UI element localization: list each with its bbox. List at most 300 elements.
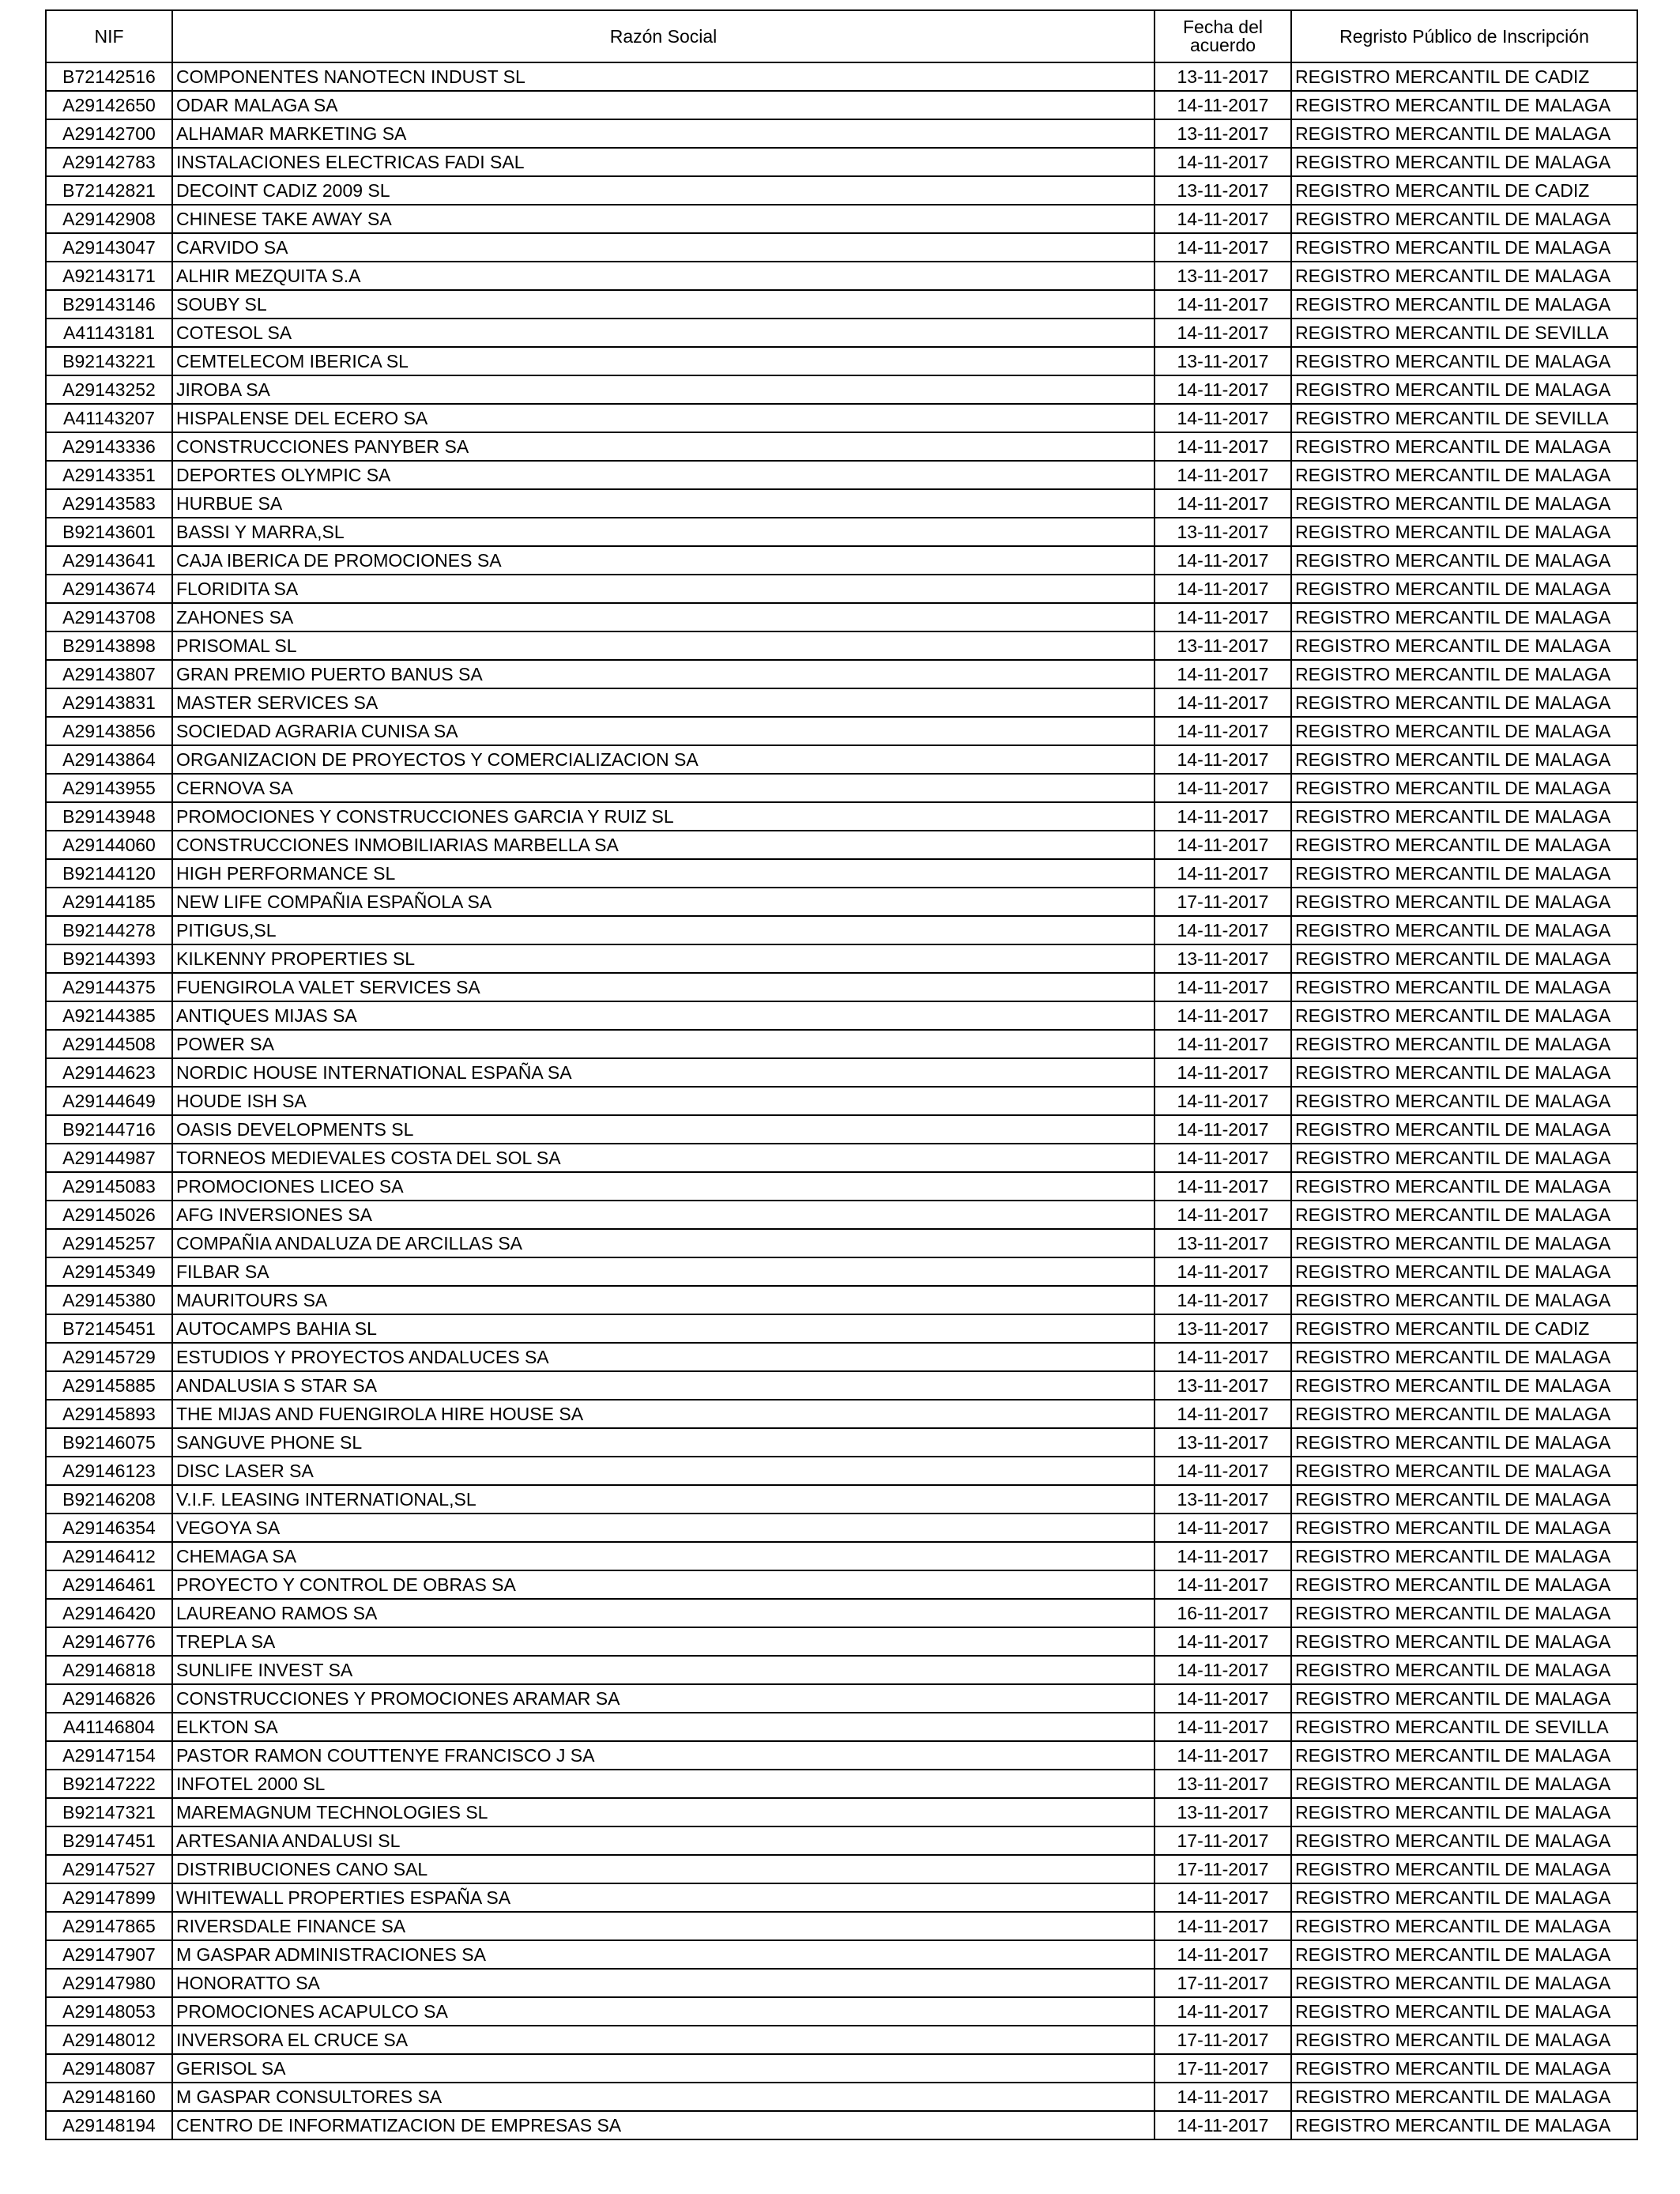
cell-registro: REGISTRO MERCANTIL DE MALAGA [1291,91,1637,119]
cell-nif: A29147907 [46,1940,172,1969]
cell-fecha: 14-11-2017 [1155,916,1291,944]
table-row [46,1485,1637,1514]
cell-nif: A29143047 [46,233,172,262]
table-row [46,603,1637,631]
table-row [46,347,1637,375]
cell-nif: A29143864 [46,745,172,774]
cell-razon-social: CHINESE TAKE AWAY SA [172,205,1155,233]
cell-nif: B92146208 [46,1485,172,1514]
cell-razon-social: BASSI Y MARRA,SL [172,518,1155,546]
table-row [46,1770,1637,1798]
table-row [46,290,1637,319]
cell-nif: A29142650 [46,91,172,119]
cell-registro: REGISTRO MERCANTIL DE MALAGA [1291,1656,1637,1684]
cell-razon-social: GRAN PREMIO PUERTO BANUS SA [172,660,1155,688]
cell-fecha: 13-11-2017 [1155,518,1291,546]
cell-razon-social: CENTRO DE INFORMATIZACION DE EMPRESAS SA [172,2111,1155,2139]
cell-fecha: 14-11-2017 [1155,1286,1291,1314]
cell-nif: A29145083 [46,1172,172,1201]
cell-nif: A29145893 [46,1400,172,1428]
table-row [46,1741,1637,1770]
cell-razon-social: THE MIJAS AND FUENGIROLA HIRE HOUSE SA [172,1400,1155,1428]
cell-razon-social: CAJA IBERICA DE PROMOCIONES SA [172,546,1155,575]
cell-registro: REGISTRO MERCANTIL DE MALAGA [1291,461,1637,489]
table-row [46,1115,1637,1144]
cell-razon-social: HISPALENSE DEL ECERO SA [172,404,1155,432]
cell-fecha: 14-11-2017 [1155,688,1291,717]
cell-razon-social: COTESOL SA [172,319,1155,347]
cell-razon-social: SOCIEDAD AGRARIA CUNISA SA [172,717,1155,745]
cell-razon-social: ALHAMAR MARKETING SA [172,119,1155,148]
table-row [46,575,1637,603]
cell-nif: B72145451 [46,1314,172,1343]
cell-registro: REGISTRO MERCANTIL DE MALAGA [1291,1115,1637,1144]
cell-razon-social: NEW LIFE COMPAÑIA ESPAÑOLA SA [172,888,1155,916]
cell-fecha: 14-11-2017 [1155,774,1291,802]
table-row [46,404,1637,432]
cell-nif: A29147154 [46,1741,172,1770]
cell-razon-social: OASIS DEVELOPMENTS SL [172,1115,1155,1144]
cell-fecha: 14-11-2017 [1155,1713,1291,1741]
cell-nif: B92147222 [46,1770,172,1798]
cell-razon-social: CONSTRUCCIONES Y PROMOCIONES ARAMAR SA [172,1684,1155,1713]
cell-registro: REGISTRO MERCANTIL DE SEVILLA [1291,319,1637,347]
cell-nif: A29145349 [46,1257,172,1286]
cell-razon-social: RIVERSDALE FINANCE SA [172,1912,1155,1940]
table-row [46,1826,1637,1855]
cell-fecha: 13-11-2017 [1155,1485,1291,1514]
table-row [46,1542,1637,1570]
cell-nif: A29143831 [46,688,172,717]
cell-razon-social: MASTER SERVICES SA [172,688,1155,717]
cell-registro: REGISTRO MERCANTIL DE MALAGA [1291,432,1637,461]
cell-fecha: 14-11-2017 [1155,1030,1291,1058]
cell-registro: REGISTRO MERCANTIL DE MALAGA [1291,148,1637,176]
cell-fecha: 14-11-2017 [1155,319,1291,347]
cell-nif: B29143898 [46,631,172,660]
cell-razon-social: PITIGUS,SL [172,916,1155,944]
table-row [46,1201,1637,1229]
cell-razon-social: ALHIR MEZQUITA S.A [172,262,1155,290]
cell-fecha: 14-11-2017 [1155,375,1291,404]
cell-fecha: 13-11-2017 [1155,1229,1291,1257]
table-row [46,1314,1637,1343]
table-row [46,1940,1637,1969]
header-registro: Regristo Público de Inscripción [1291,10,1637,62]
cell-fecha: 14-11-2017 [1155,660,1291,688]
cell-razon-social: PASTOR RAMON COUTTENYE FRANCISCO J SA [172,1741,1155,1770]
cell-nif: A29148087 [46,2054,172,2083]
cell-registro: REGISTRO MERCANTIL DE MALAGA [1291,1912,1637,1940]
cell-razon-social: PROMOCIONES Y CONSTRUCCIONES GARCIA Y RUIZ SL [172,802,1155,831]
table-row [46,119,1637,148]
cell-fecha: 13-11-2017 [1155,1798,1291,1826]
cell-fecha: 14-11-2017 [1155,1912,1291,1940]
table-row [46,1912,1637,1940]
cell-nif: B92144716 [46,1115,172,1144]
table-row [46,1855,1637,1883]
cell-registro: REGISTRO MERCANTIL DE MALAGA [1291,717,1637,745]
header-nif: NIF [46,10,172,62]
company-registry-table [45,9,1638,2140]
cell-nif: A29143674 [46,575,172,603]
cell-razon-social: NORDIC HOUSE INTERNATIONAL ESPAÑA SA [172,1058,1155,1087]
cell-razon-social: PRISOMAL SL [172,631,1155,660]
cell-registro: REGISTRO MERCANTIL DE MALAGA [1291,802,1637,831]
cell-razon-social: WHITEWALL PROPERTIES ESPAÑA SA [172,1883,1155,1912]
cell-razon-social: ESTUDIOS Y PROYECTOS ANDALUCES SA [172,1343,1155,1371]
cell-razon-social: CARVIDO SA [172,233,1155,262]
cell-registro: REGISTRO MERCANTIL DE MALAGA [1291,489,1637,518]
cell-razon-social: ANDALUSIA S STAR SA [172,1371,1155,1400]
table-row [46,176,1637,205]
cell-razon-social: PROMOCIONES ACAPULCO SA [172,1997,1155,2026]
cell-razon-social: KILKENNY PROPERTIES SL [172,944,1155,973]
cell-registro: REGISTRO MERCANTIL DE MALAGA [1291,1940,1637,1969]
cell-razon-social: MAURITOURS SA [172,1286,1155,1314]
cell-fecha: 14-11-2017 [1155,831,1291,859]
table-row [46,1030,1637,1058]
cell-razon-social: HURBUE SA [172,489,1155,518]
cell-registro: REGISTRO MERCANTIL DE CADIZ [1291,1314,1637,1343]
cell-registro: REGISTRO MERCANTIL DE MALAGA [1291,1144,1637,1172]
cell-fecha: 14-11-2017 [1155,1115,1291,1144]
cell-nif: A29148053 [46,1997,172,2026]
table-row [46,831,1637,859]
cell-registro: REGISTRO MERCANTIL DE MALAGA [1291,1201,1637,1229]
cell-registro: REGISTRO MERCANTIL DE MALAGA [1291,1741,1637,1770]
cell-fecha: 13-11-2017 [1155,631,1291,660]
table-row [46,745,1637,774]
cell-razon-social: FLORIDITA SA [172,575,1155,603]
cell-razon-social: HONORATTO SA [172,1969,1155,1997]
table-row [46,1229,1637,1257]
cell-fecha: 13-11-2017 [1155,176,1291,205]
table-row [46,631,1637,660]
table-row [46,375,1637,404]
table-row [46,1371,1637,1400]
cell-fecha: 14-11-2017 [1155,1883,1291,1912]
cell-registro: REGISTRO MERCANTIL DE MALAGA [1291,1001,1637,1030]
cell-registro: REGISTRO MERCANTIL DE MALAGA [1291,1770,1637,1798]
cell-registro: REGISTRO MERCANTIL DE MALAGA [1291,1428,1637,1457]
cell-nif: A29147865 [46,1912,172,1940]
cell-registro: REGISTRO MERCANTIL DE MALAGA [1291,859,1637,888]
cell-registro: REGISTRO MERCANTIL DE MALAGA [1291,831,1637,859]
table-row [46,1656,1637,1684]
cell-razon-social: GERISOL SA [172,2054,1155,2083]
cell-registro: REGISTRO MERCANTIL DE MALAGA [1291,2083,1637,2111]
cell-nif: B29147451 [46,1826,172,1855]
table-row [46,1599,1637,1627]
table-row [46,1058,1637,1087]
cell-nif: A41146804 [46,1713,172,1741]
cell-registro: REGISTRO MERCANTIL DE MALAGA [1291,1229,1637,1257]
cell-fecha: 14-11-2017 [1155,432,1291,461]
table-row [46,432,1637,461]
cell-razon-social: V.I.F. LEASING INTERNATIONAL,SL [172,1485,1155,1514]
cell-fecha: 14-11-2017 [1155,290,1291,319]
cell-fecha: 14-11-2017 [1155,1001,1291,1030]
cell-razon-social: ODAR MALAGA SA [172,91,1155,119]
table-row [46,1570,1637,1599]
cell-fecha: 14-11-2017 [1155,1058,1291,1087]
cell-nif: B92144278 [46,916,172,944]
cell-nif: A29145729 [46,1343,172,1371]
cell-fecha: 14-11-2017 [1155,1627,1291,1656]
cell-fecha: 13-11-2017 [1155,1428,1291,1457]
table-row [46,944,1637,973]
table-row [46,660,1637,688]
cell-nif: A29142700 [46,119,172,148]
cell-registro: REGISTRO MERCANTIL DE SEVILLA [1291,1713,1637,1741]
table-row [46,1684,1637,1713]
cell-nif: A29143807 [46,660,172,688]
cell-nif: A29143252 [46,375,172,404]
cell-registro: REGISTRO MERCANTIL DE MALAGA [1291,1286,1637,1314]
table-row [46,2026,1637,2054]
cell-nif: A29144649 [46,1087,172,1115]
cell-fecha: 16-11-2017 [1155,1599,1291,1627]
cell-registro: REGISTRO MERCANTIL DE MALAGA [1291,546,1637,575]
cell-fecha: 13-11-2017 [1155,62,1291,91]
cell-fecha: 13-11-2017 [1155,347,1291,375]
cell-fecha: 14-11-2017 [1155,461,1291,489]
cell-razon-social: ZAHONES SA [172,603,1155,631]
table-row [46,262,1637,290]
cell-fecha: 17-11-2017 [1155,1855,1291,1883]
table-row [46,1343,1637,1371]
cell-registro: REGISTRO MERCANTIL DE MALAGA [1291,1969,1637,1997]
cell-registro: REGISTRO MERCANTIL DE MALAGA [1291,1257,1637,1286]
cell-nif: A29142908 [46,205,172,233]
cell-registro: REGISTRO MERCANTIL DE MALAGA [1291,205,1637,233]
table-row [46,461,1637,489]
table-row [46,1400,1637,1428]
cell-razon-social: TORNEOS MEDIEVALES COSTA DEL SOL SA [172,1144,1155,1172]
cell-fecha: 14-11-2017 [1155,1940,1291,1969]
cell-fecha: 14-11-2017 [1155,489,1291,518]
table-row [46,1514,1637,1542]
table-row [46,489,1637,518]
cell-nif: A29146354 [46,1514,172,1542]
cell-fecha: 13-11-2017 [1155,1770,1291,1798]
table-row [46,1172,1637,1201]
cell-nif: A29147527 [46,1855,172,1883]
table-row [46,1286,1637,1314]
cell-razon-social: M GASPAR CONSULTORES SA [172,2083,1155,2111]
cell-registro: REGISTRO MERCANTIL DE MALAGA [1291,2111,1637,2139]
cell-fecha: 14-11-2017 [1155,546,1291,575]
cell-nif: A29144987 [46,1144,172,1172]
cell-razon-social: ELKTON SA [172,1713,1155,1741]
cell-nif: A29146412 [46,1542,172,1570]
cell-registro: REGISTRO MERCANTIL DE MALAGA [1291,916,1637,944]
table-row [46,888,1637,916]
cell-fecha: 14-11-2017 [1155,1201,1291,1229]
cell-registro: REGISTRO MERCANTIL DE MALAGA [1291,1400,1637,1428]
cell-fecha: 14-11-2017 [1155,745,1291,774]
table-row [46,233,1637,262]
cell-registro: REGISTRO MERCANTIL DE MALAGA [1291,375,1637,404]
table-body [46,62,1637,2139]
cell-fecha: 14-11-2017 [1155,1144,1291,1172]
cell-registro: REGISTRO MERCANTIL DE MALAGA [1291,1997,1637,2026]
cell-nif: A41143181 [46,319,172,347]
cell-razon-social: CHEMAGA SA [172,1542,1155,1570]
cell-fecha: 14-11-2017 [1155,1684,1291,1713]
cell-nif: A29143336 [46,432,172,461]
table-row [46,1001,1637,1030]
cell-nif: A29143955 [46,774,172,802]
table-header [46,10,1637,62]
header-fecha-acuerdo: Fecha del acuerdo [1155,10,1291,62]
cell-fecha: 14-11-2017 [1155,1257,1291,1286]
cell-registro: REGISTRO MERCANTIL DE MALAGA [1291,1030,1637,1058]
cell-registro: REGISTRO MERCANTIL DE MALAGA [1291,2026,1637,2054]
cell-fecha: 14-11-2017 [1155,148,1291,176]
cell-nif: A29147980 [46,1969,172,1997]
header-row [46,10,1637,62]
cell-nif: A29146123 [46,1457,172,1485]
cell-razon-social: VEGOYA SA [172,1514,1155,1542]
cell-fecha: 17-11-2017 [1155,2026,1291,2054]
cell-registro: REGISTRO MERCANTIL DE MALAGA [1291,688,1637,717]
cell-razon-social: FILBAR SA [172,1257,1155,1286]
cell-razon-social: SANGUVE PHONE SL [172,1428,1155,1457]
table-row [46,1713,1637,1741]
cell-nif: A29146776 [46,1627,172,1656]
cell-fecha: 14-11-2017 [1155,802,1291,831]
cell-nif: B92144393 [46,944,172,973]
cell-fecha: 14-11-2017 [1155,1570,1291,1599]
table-row [46,319,1637,347]
cell-nif: A29144185 [46,888,172,916]
cell-razon-social: POWER SA [172,1030,1155,1058]
cell-nif: A29148012 [46,2026,172,2054]
cell-fecha: 14-11-2017 [1155,404,1291,432]
cell-nif: A41143207 [46,404,172,432]
cell-nif: B29143948 [46,802,172,831]
cell-nif: B29143146 [46,290,172,319]
cell-registro: REGISTRO MERCANTIL DE MALAGA [1291,119,1637,148]
cell-fecha: 13-11-2017 [1155,119,1291,148]
cell-razon-social: JIROBA SA [172,375,1155,404]
cell-registro: REGISTRO MERCANTIL DE MALAGA [1291,575,1637,603]
cell-nif: A29146826 [46,1684,172,1713]
cell-fecha: 17-11-2017 [1155,1969,1291,1997]
cell-registro: REGISTRO MERCANTIL DE MALAGA [1291,347,1637,375]
cell-fecha: 14-11-2017 [1155,1343,1291,1371]
cell-razon-social: TREPLA SA [172,1627,1155,1656]
cell-fecha: 14-11-2017 [1155,1997,1291,2026]
table-row [46,1627,1637,1656]
cell-nif: B92143601 [46,518,172,546]
cell-fecha: 14-11-2017 [1155,2111,1291,2139]
cell-fecha: 13-11-2017 [1155,944,1291,973]
cell-registro: REGISTRO MERCANTIL DE MALAGA [1291,631,1637,660]
table-row [46,91,1637,119]
cell-nif: B72142821 [46,176,172,205]
cell-registro: REGISTRO MERCANTIL DE MALAGA [1291,603,1637,631]
cell-registro: REGISTRO MERCANTIL DE MALAGA [1291,944,1637,973]
cell-nif: B92143221 [46,347,172,375]
cell-razon-social: AUTOCAMPS BAHIA SL [172,1314,1155,1343]
cell-registro: REGISTRO MERCANTIL DE MALAGA [1291,1485,1637,1514]
table-row [46,1883,1637,1912]
cell-registro: REGISTRO MERCANTIL DE MALAGA [1291,1542,1637,1570]
cell-nif: A29145257 [46,1229,172,1257]
cell-razon-social: PROMOCIONES LICEO SA [172,1172,1155,1201]
table-row [46,1144,1637,1172]
cell-fecha: 14-11-2017 [1155,1542,1291,1570]
cell-registro: REGISTRO MERCANTIL DE MALAGA [1291,518,1637,546]
cell-registro: REGISTRO MERCANTIL DE MALAGA [1291,1855,1637,1883]
cell-razon-social: SOUBY SL [172,290,1155,319]
cell-razon-social: INVERSORA EL CRUCE SA [172,2026,1155,2054]
cell-registro: REGISTRO MERCANTIL DE MALAGA [1291,888,1637,916]
cell-registro: REGISTRO MERCANTIL DE MALAGA [1291,774,1637,802]
cell-fecha: 13-11-2017 [1155,262,1291,290]
cell-razon-social: FUENGIROLA VALET SERVICES SA [172,973,1155,1001]
cell-razon-social: COMPAÑIA ANDALUZA DE ARCILLAS SA [172,1229,1155,1257]
cell-registro: REGISTRO MERCANTIL DE MALAGA [1291,1457,1637,1485]
table-row [46,688,1637,717]
cell-registro: REGISTRO MERCANTIL DE MALAGA [1291,1058,1637,1087]
table-row [46,1428,1637,1457]
cell-razon-social: CERNOVA SA [172,774,1155,802]
cell-registro: REGISTRO MERCANTIL DE MALAGA [1291,745,1637,774]
cell-fecha: 14-11-2017 [1155,859,1291,888]
cell-fecha: 14-11-2017 [1155,205,1291,233]
cell-fecha: 14-11-2017 [1155,1087,1291,1115]
cell-fecha: 14-11-2017 [1155,1400,1291,1428]
cell-registro: REGISTRO MERCANTIL DE MALAGA [1291,1514,1637,1542]
cell-razon-social: COMPONENTES NANOTECN INDUST SL [172,62,1155,91]
cell-nif: A29143856 [46,717,172,745]
cell-fecha: 14-11-2017 [1155,91,1291,119]
cell-fecha: 14-11-2017 [1155,1741,1291,1770]
table-row [46,148,1637,176]
cell-nif: A29143351 [46,461,172,489]
cell-nif: B72142516 [46,62,172,91]
cell-nif: A29144623 [46,1058,172,1087]
cell-nif: A29146461 [46,1570,172,1599]
table-row [46,1457,1637,1485]
cell-fecha: 14-11-2017 [1155,233,1291,262]
cell-fecha: 14-11-2017 [1155,1172,1291,1201]
cell-razon-social: DISC LASER SA [172,1457,1155,1485]
cell-razon-social: AFG INVERSIONES SA [172,1201,1155,1229]
table-row [46,774,1637,802]
cell-registro: REGISTRO MERCANTIL DE MALAGA [1291,1371,1637,1400]
cell-nif: A92144385 [46,1001,172,1030]
cell-nif: B92147321 [46,1798,172,1826]
table-row [46,973,1637,1001]
cell-fecha: 14-11-2017 [1155,717,1291,745]
cell-registro: REGISTRO MERCANTIL DE MALAGA [1291,1883,1637,1912]
cell-nif: A29144375 [46,973,172,1001]
cell-razon-social: CEMTELECOM IBERICA SL [172,347,1155,375]
cell-razon-social: ARTESANIA ANDALUSI SL [172,1826,1155,1855]
table-row [46,1997,1637,2026]
cell-razon-social: CONSTRUCCIONES INMOBILIARIAS MARBELLA SA [172,831,1155,859]
cell-nif: A29143583 [46,489,172,518]
table-row [46,1087,1637,1115]
table-row [46,717,1637,745]
cell-razon-social: ANTIQUES MIJAS SA [172,1001,1155,1030]
cell-nif: A29144060 [46,831,172,859]
